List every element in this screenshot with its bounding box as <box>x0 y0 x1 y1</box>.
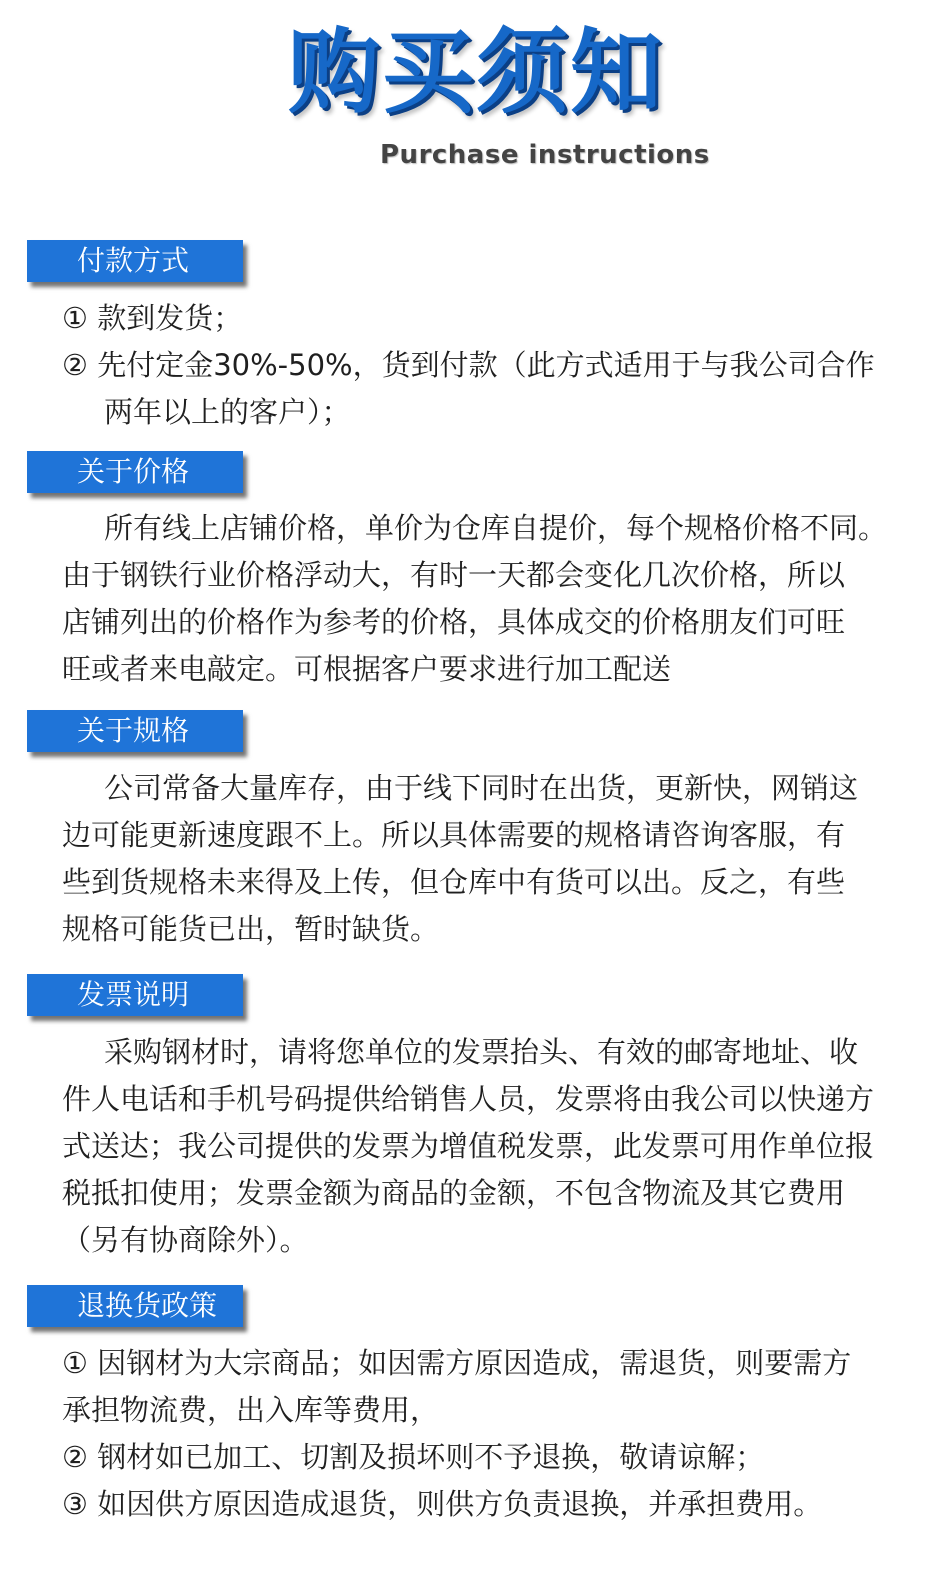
section-tag-invoice <box>27 974 243 1016</box>
section-tag-label: 关于规格 <box>77 714 190 747</box>
invoice-line-2: 件人电话和手机号码提供给销售人员，发票将由我公司以快递方 <box>62 1082 875 1116</box>
invoice-line-5: （另有协商除外）。 <box>62 1223 309 1257</box>
payment-line-1: ① 款到发货； <box>62 301 243 335</box>
return-line-1: ① 因钢材为大宗商品；如因需方原因造成，需退货，则要需方 <box>62 1346 852 1380</box>
section-tag-label: 关于价格 <box>77 455 190 488</box>
invoice-line-4: 税抵扣使用；发票金额为商品的金额，不包含物流及其它费用 <box>62 1176 846 1210</box>
section-tag-payment <box>27 240 243 282</box>
invoice-line-3: 式送达；我公司提供的发票为增值税发票，此发票可用作单位报 <box>62 1129 875 1163</box>
section-tag-return <box>27 1285 243 1327</box>
price-line-3: 店铺列出的价格作为参考的价格，具体成交的价格朋友们可旺 <box>62 605 846 639</box>
price-line-2: 由于钢铁行业价格浮动大，有时一天都会变化几次价格，所以 <box>62 558 846 592</box>
section-tag-label: 退换货政策 <box>77 1289 218 1322</box>
payment-line-2: ② 先付定金30%-50%，货到付款（此方式适用于与我公司合作 <box>62 348 875 382</box>
price-line-4: 旺或者来电敲定。可根据客户要求进行加工配送 <box>62 652 672 686</box>
return-line-2: 承担物流费，出入库等费用， <box>62 1393 440 1427</box>
payment-line-3: 两年以上的客户）； <box>104 395 351 429</box>
page-subtitle: Purchase instructions <box>380 140 710 170</box>
spec-line-2: 边可能更新速度跟不上。所以具体需要的规格请咨询客服，有 <box>62 818 846 852</box>
page-title: 购买须知 <box>287 19 664 126</box>
invoice-line-1: 采购钢材时，请将您单位的发票抬头、有效的邮寄地址、收 <box>104 1035 859 1069</box>
return-line-4: ③ 如因供方原因造成退货，则供方负责退换，并承担费用。 <box>62 1487 823 1521</box>
spec-line-4: 规格可能货已出，暂时缺货。 <box>62 912 440 946</box>
spec-line-1: 公司常备大量库存，由于线下同时在出货，更新快，网销这 <box>104 771 859 805</box>
section-tag-price <box>27 451 243 493</box>
return-line-3: ② 钢材如已加工、切割及损坏则不予退换，敬请谅解； <box>62 1440 765 1474</box>
section-tag-label: 付款方式 <box>77 244 190 277</box>
price-line-1: 所有线上店铺价格，单价为仓库自提价，每个规格价格不同。 <box>104 511 888 545</box>
section-tag-spec <box>27 710 243 752</box>
spec-line-3: 些到货规格未来得及上传，但仓库中有货可以出。反之，有些 <box>62 865 846 899</box>
section-tag-label: 发票说明 <box>77 978 190 1011</box>
